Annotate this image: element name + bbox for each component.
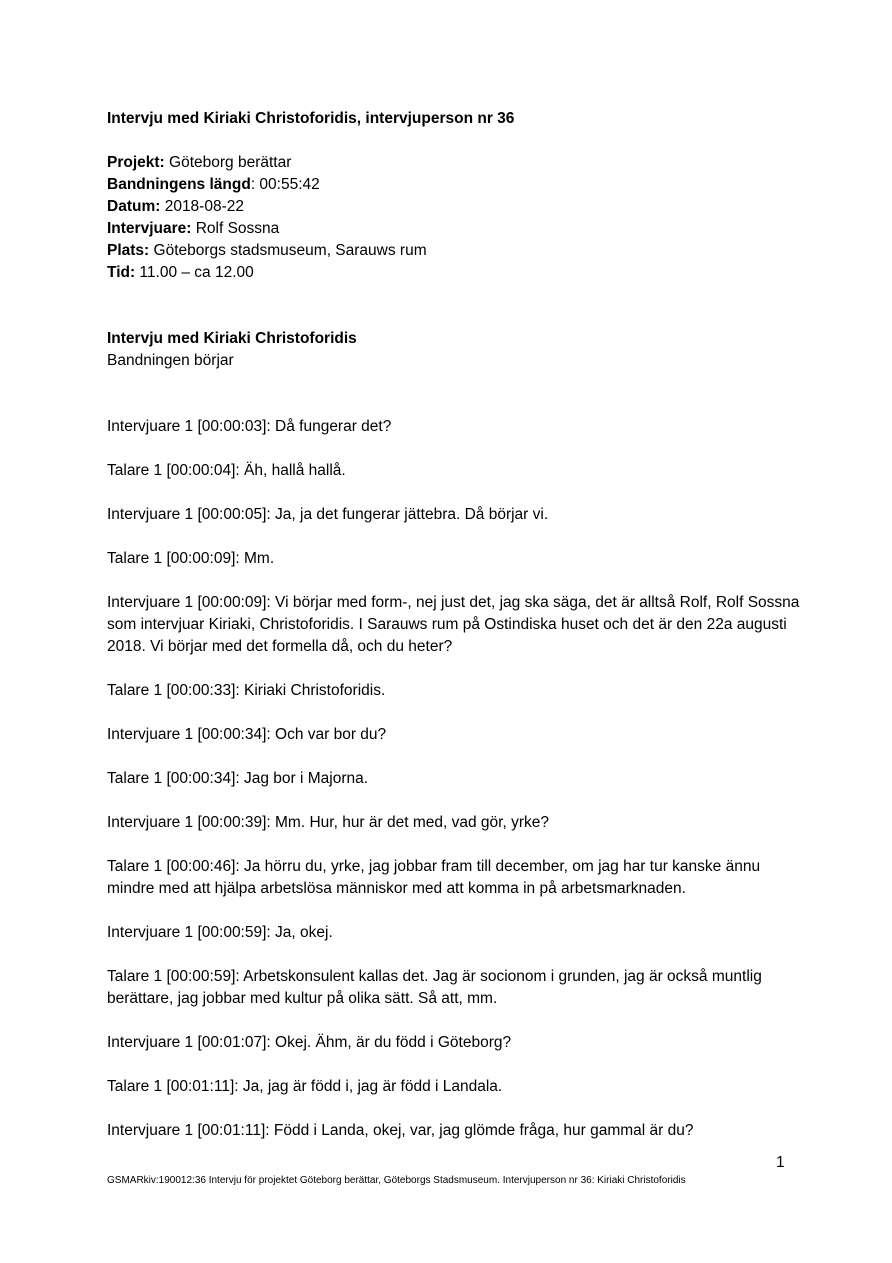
transcript-turn: Intervjuare 1 [00:00:09]: Vi börjar med form-, nej just det, jag ska säga, det är alltså Rolf, Rolf Sossna som intervjuar Kiriaki, Christoforidis. I Sarauws rum på Ostindiska huset och det är den 22a augusti 2018. Vi börjar med det formella då, och du heter? [107,594,800,655]
interview-section-header [107,328,807,372]
transcript-turn: Talare 1 [00:00:59]: Arbetskonsulent kallas det. Jag är socionom i grunden, jag är också muntlig berättare, jag jobbar med kultur på olika sätt. Så att, mm. [107,968,762,1007]
meta-label: Bandningens längd [107,176,251,193]
transcript [107,416,807,1142]
meta-time [107,262,807,284]
transcript-turn: Talare 1 [00:00:46]: Ja hörru du, yrke, jag jobbar fram till december, om jag har tur kanske ännu mindre med att hjälpa arbetslösa människor med att komma in på arbetsmarknaden. [107,858,761,897]
transcript-turn: Intervjuare 1 [00:01:11]: Född i Landa, okej, var, jag glömde fråga, hur gammal är du? [107,1122,694,1139]
meta-label: Plats: [107,242,150,259]
meta-label: Tid: [107,264,136,281]
meta-value: 2018-08-22 [160,198,244,215]
transcript-turn: Talare 1 [00:01:11]: Ja, jag är född i, jag är född i Landala. [107,1078,503,1095]
meta-label: Intervjuare: [107,220,192,237]
transcript-turn: Intervjuare 1 [00:00:05]: Ja, ja det fungerar jättebra. Då börjar vi. [107,506,549,523]
meta-value: Göteborg berättar [164,154,292,171]
metadata-block [107,152,807,284]
transcript-turn: Intervjuare 1 [00:00:34]: Och var bor du? [107,726,387,743]
meta-value: 11.00 – ca 12.00 [135,264,254,281]
meta-label: Datum: [107,198,161,215]
transcript-turn: Intervjuare 1 [00:00:03]: Då fungerar det? [107,418,392,435]
document-title: Intervju med Kiriaki Christoforidis, intervjuperson nr 36 [107,110,515,127]
transcript-turn: Intervjuare 1 [00:00:59]: Ja, okej. [107,924,333,941]
transcript-turn: Talare 1 [00:00:34]: Jag bor i Majorna. [107,770,369,787]
transcript-turn: Intervjuare 1 [00:01:07]: Okej. Ähm, är du född i Göteborg? [107,1034,512,1051]
page-footer: GSMARkiv:190012:36 Intervju för projektet Göteborg berättar, Göteborgs Stadsmuseum. Intervjuperson nr 36: Kiriaki Christoforidis [107,1175,686,1186]
section-subtitle: Bandningen börjar [107,352,234,369]
meta-value: Göteborgs stadsmuseum, Sarauws rum [149,242,427,259]
section-title: Intervju med Kiriaki Christoforidis [107,330,357,347]
meta-value: : 00:55:42 [250,176,320,193]
meta-place [107,240,807,262]
meta-interviewer [107,218,807,240]
page-number: 1 [776,1154,785,1171]
meta-duration [107,174,807,196]
meta-date [107,196,807,218]
meta-value: Rolf Sossna [191,220,280,237]
meta-project [107,152,807,174]
transcript-turn: Talare 1 [00:00:33]: Kiriaki Christoforidis. [107,682,386,699]
transcript-turn: Talare 1 [00:00:09]: Mm. [107,550,275,567]
document-page [107,108,807,1164]
transcript-turn: Intervjuare 1 [00:00:39]: Mm. Hur, hur är det med, vad gör, yrke? [107,814,549,831]
meta-label: Projekt: [107,154,165,171]
transcript-turn: Talare 1 [00:00:04]: Äh, hallå hallå. [107,462,346,479]
